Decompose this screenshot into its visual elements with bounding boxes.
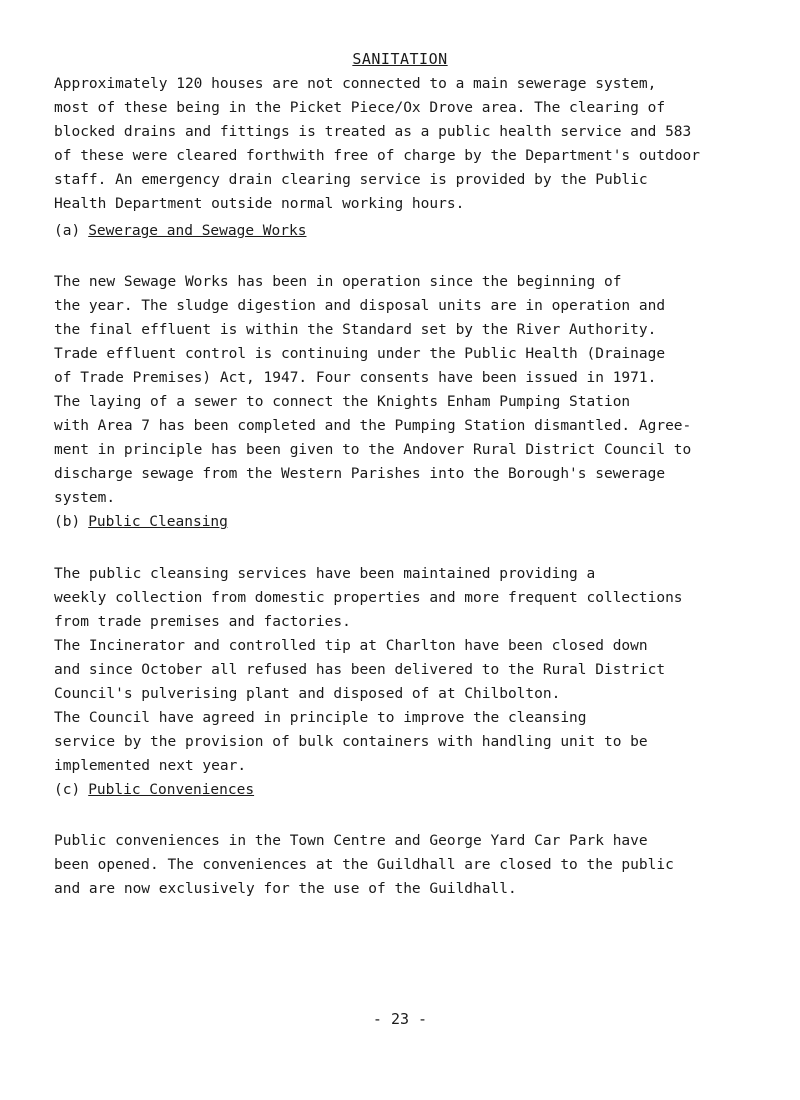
section-heading-b [54, 510, 228, 534]
section-a-paragraph-3: The laying of a sewer to connect the Knights Enham Pumping Station with Area 7 has been completed and the Pumping Station dismantled. Agree- ment in principle has been given to the Andover Rural District Council to discharge sewage from the Western Parishes into the Borough's sewerage system. [54, 394, 692, 506]
section-title: Public Conveniences [88, 782, 255, 798]
section-b-paragraph-2: The Incinerator and controlled tip at Charlton have been closed down and since October all refused has been delivered to the Rural District Council's pulverising plant and disposed of at Chilbolton. [54, 638, 666, 702]
section-title: Sewerage and Sewage Works [88, 223, 307, 239]
section-label: (b) [54, 514, 81, 530]
section-a-paragraph-2: Trade effluent control is continuing under the Public Health (Drainage of Trade Premises) Act, 1947. Four consents have been issued in 1971. [54, 346, 666, 386]
section-a-paragraph-1: The new Sewage Works has been in operation since the beginning of the year. The sludge digestion and disposal units are in operation and the final effluent is within the Standard set by the River Authority. [54, 274, 666, 338]
page-number: - 23 - [372, 1010, 428, 1028]
section-b-paragraph-3: The Council have agreed in principle to improve the cleansing service by the provision of bulk containers with handling unit to be implemented next year. [54, 710, 648, 774]
section-c-paragraph-1: Public conveniences in the Town Centre and George Yard Car Park have been opened. The conveniences at the Guildhall are closed to the public and are now exclusively for the use of the Guildhall. [54, 833, 674, 897]
section-heading-a [54, 219, 306, 243]
section-heading-c [54, 778, 254, 802]
section-b-paragraph-1: The public cleansing services have been maintained providing a weekly collection from domestic properties and more frequent collections from trade premises and factories. [54, 566, 683, 630]
section-label: (c) [54, 782, 81, 798]
section-title: Public Cleansing [88, 514, 228, 530]
intro-paragraph: Approximately 120 houses are not connected to a main sewerage system, most of these being in the Picket Piece/Ox Drove area. The clearing of blocked drains and fittings is treated as a public health service and 583 of these were cleared forthwith free of charge by the Department's outdoor staff. An emergency drain clearing service is provided by the Public Health Department outside normal working hours. [54, 76, 701, 212]
page-title [0, 50, 800, 68]
title-text: SANITATION [352, 50, 448, 68]
section-label: (a) [54, 223, 81, 239]
